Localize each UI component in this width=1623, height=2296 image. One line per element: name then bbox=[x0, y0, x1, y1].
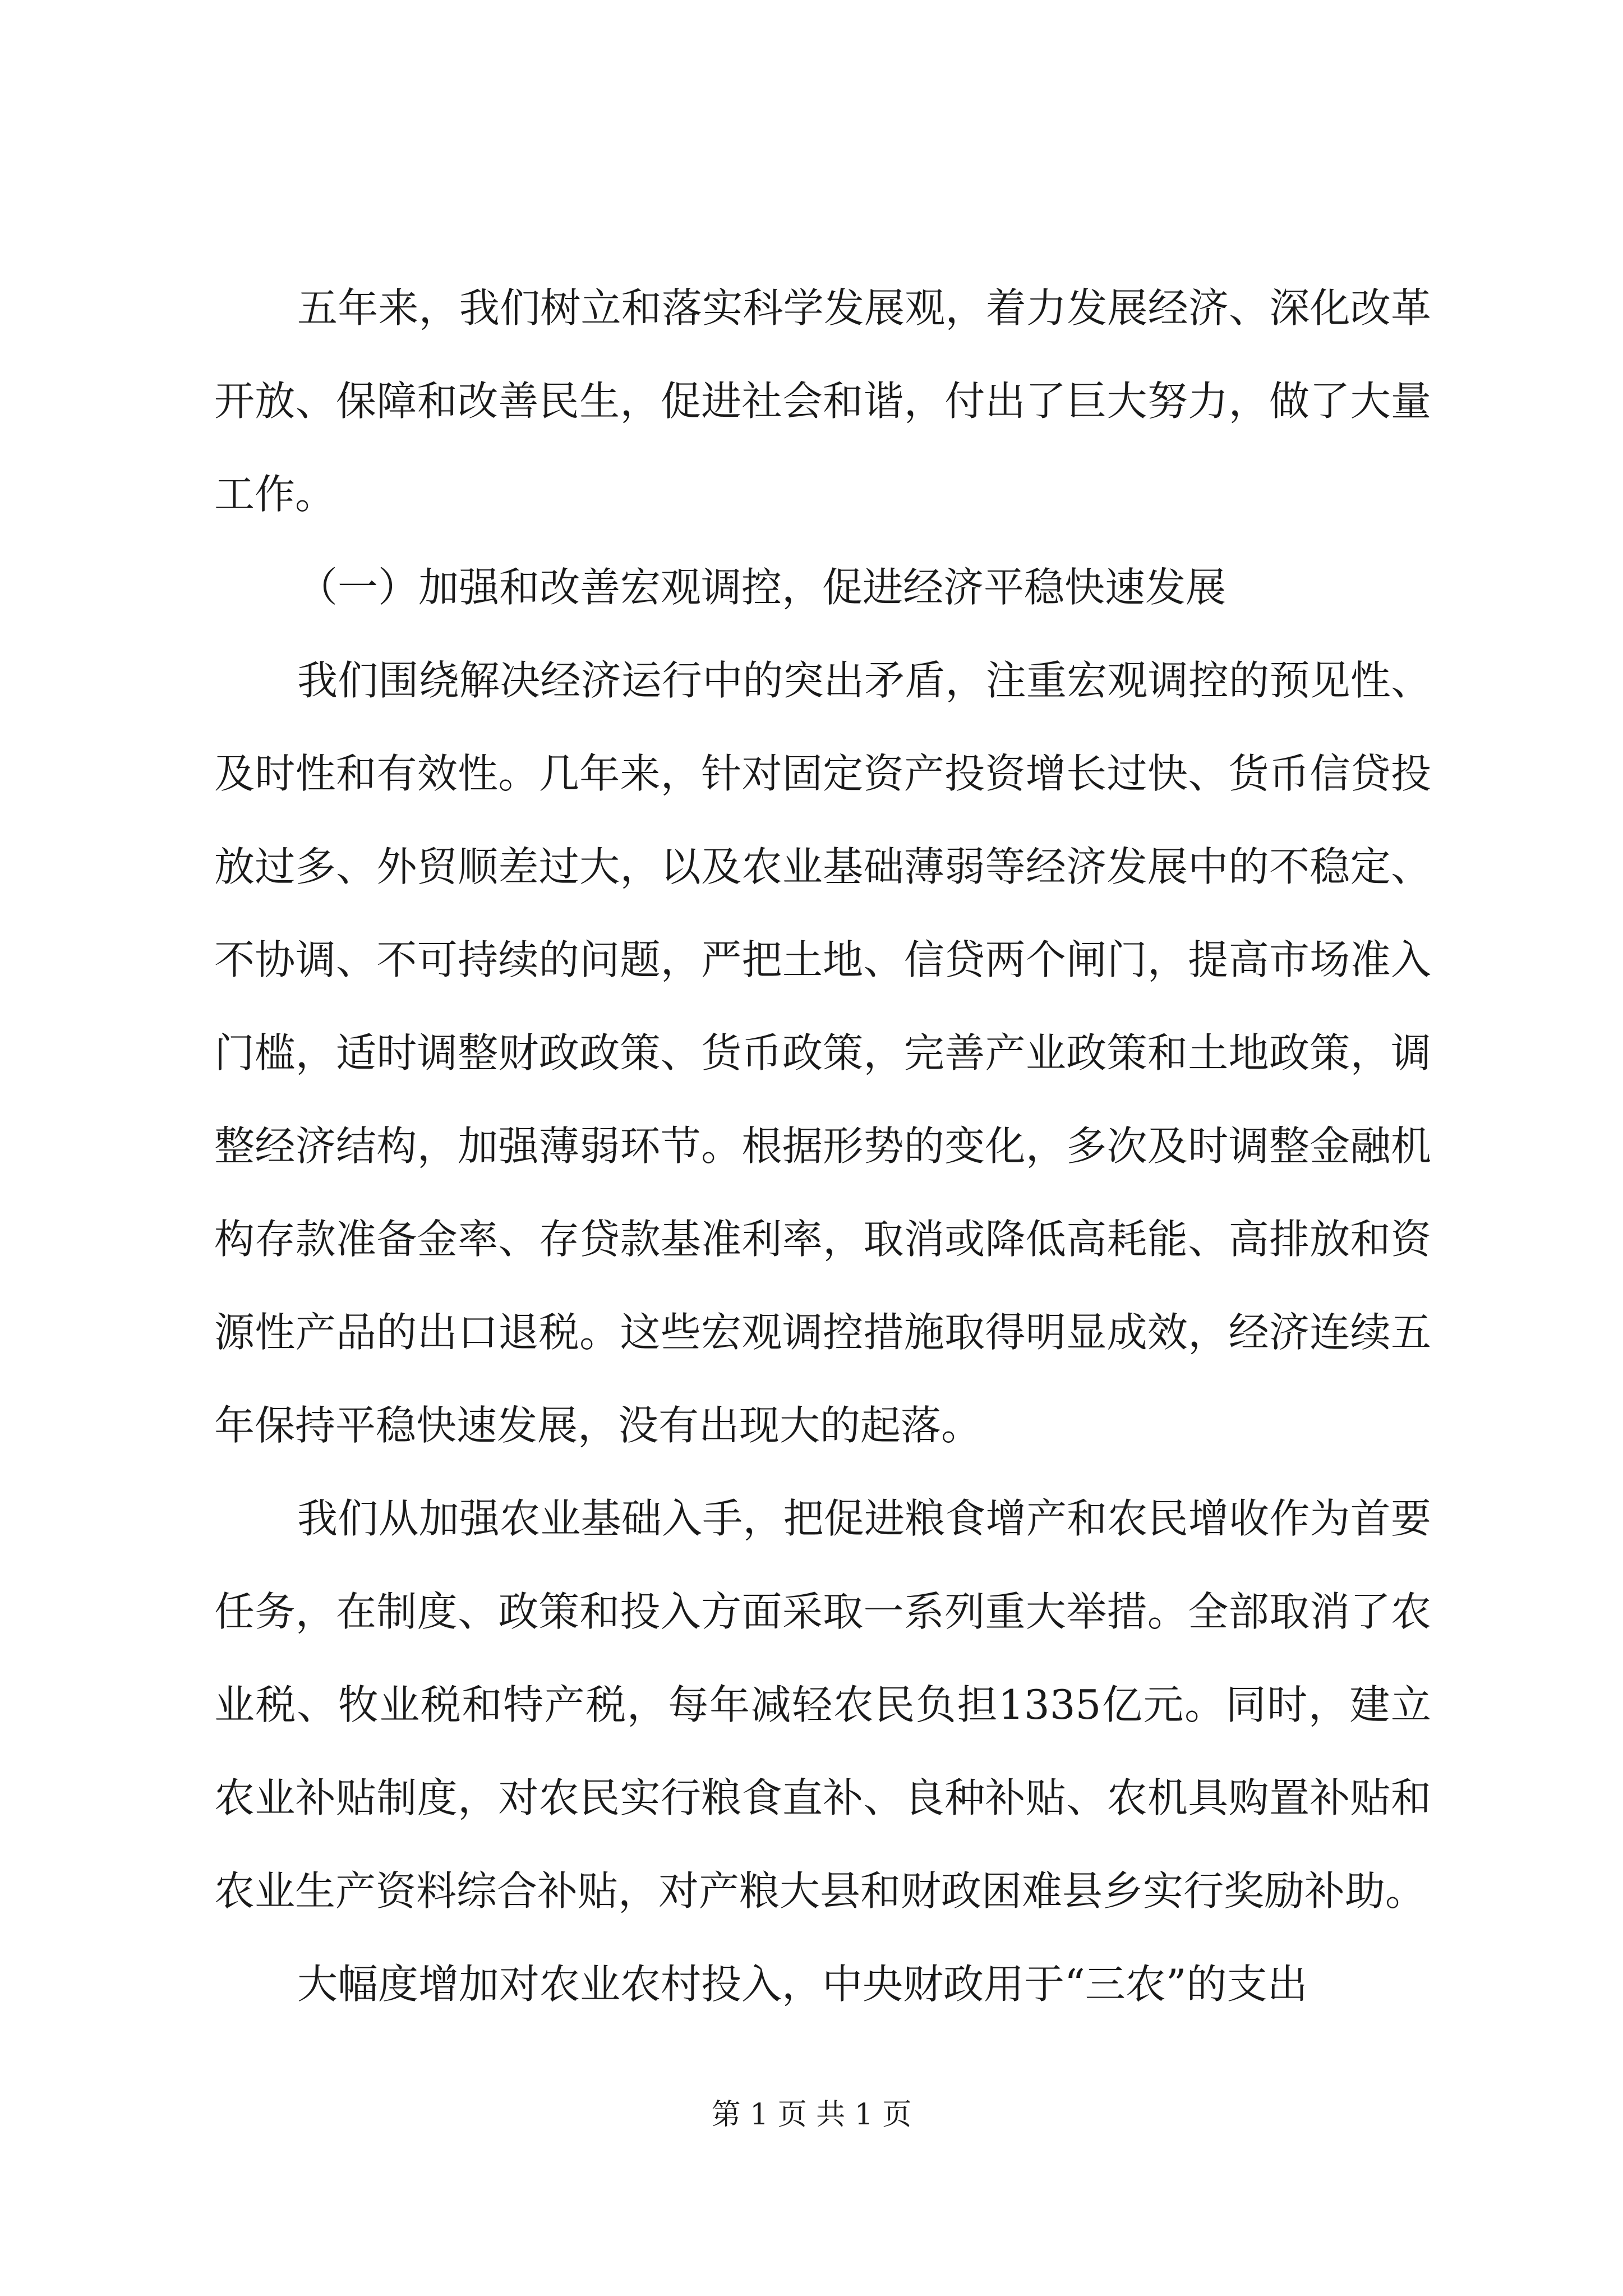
page-footer: 第 1 页 共 1 页 bbox=[711, 2098, 912, 2132]
paragraph-macro-control: 我们围绕解决经济运行中的突出矛盾，注重宏观调控的预见性、及时性和有效性。几年来，针对固定资产投资增长过快、货币信贷投放过多、外贸顺差过大，以及农业基础薄弱等经济发展中的不稳定、不协调、不可持续的问题，严把土地、信贷两个闸门，提高市场准入门槛，适时调整财政政策、货币政策，完善产业政策和土地政策，调整经济结构，加强薄弱环节。根据形势的变化，多次及时调整金融机构存款准备金率、存贷款基准利率，取消或降低高耗能、高排放和资源性产品的出口退税。这些宏观调控措施取得明显成效，经济连续五年保持平稳快速发展，没有出现大的起落。 bbox=[214, 657, 1431, 1449]
section-heading: （一）加强和改善宏观调控，促进经济平稳快速发展 bbox=[297, 564, 1227, 611]
document-body bbox=[214, 261, 1431, 2031]
paragraph-agriculture: 我们从加强农业基础入手，把促进粮食增产和农民增收作为首要任务，在制度、政策和投入方面采取一系列重大举措。全部取消了农业税、牧业税和特产税，每年减轻农民负担1335亿元。同时，建立农业补贴制度，对农民实行粮食直补、良种补贴、农机具购置补贴和农业生产资料综合补贴，对产粮大县和财政困难县乡实行奖励补助。 bbox=[214, 1495, 1431, 1915]
paragraph-intro: 五年来，我们树立和落实科学发展观，着力发展经济、深化改革开放、保障和改善民生，促进社会和谐，付出了巨大努力，做了大量工作。 bbox=[214, 284, 1431, 518]
paragraph-investment: 大幅度增加对农业农村投入，中央财政用于“三农”的支出 bbox=[297, 1961, 1308, 2008]
